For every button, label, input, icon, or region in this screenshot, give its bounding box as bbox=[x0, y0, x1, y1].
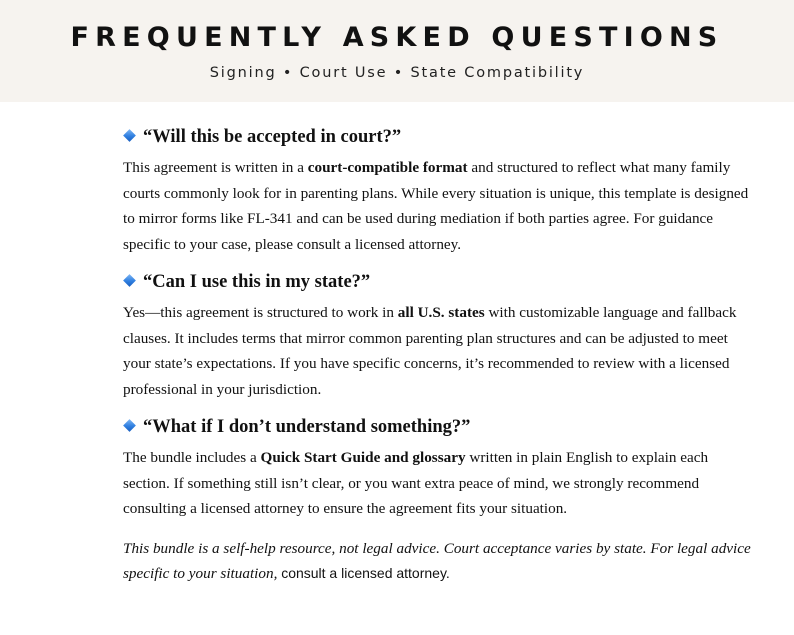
faq-question-text: “What if I don’t understand something?” bbox=[143, 417, 471, 437]
blue-diamond-icon bbox=[123, 129, 136, 142]
answer-emphasis: Quick Start Guide and glossary bbox=[260, 449, 466, 466]
answer-emphasis: all U.S. states bbox=[397, 304, 485, 321]
faq-question bbox=[123, 414, 754, 440]
faq-item-understand bbox=[123, 414, 754, 522]
disclaimer-text: This bundle is a self-help resource, not legal advice. Court acceptance varies by state. For legal advice specific to your situation, bbox=[123, 539, 751, 582]
disclaimer-tail: consult a licensed attorney. bbox=[281, 565, 450, 581]
answer-text: with customizable language and fallback clauses. It includes terms that mirror common parenting plan structures and can be adjusted to meet your state’s expectations. If you have specific concerns, it’s recommended to review with a licensed professional in your jurisdiction. bbox=[123, 304, 737, 398]
faq-item-court bbox=[123, 124, 754, 257]
answer-text: written in plain English to explain each section. If something still isn’t clear, or you want extra peace of mind, we strongly recommend consulting a licensed attorney to ensure the agreement fits your situation. bbox=[123, 449, 709, 517]
blue-diamond-icon bbox=[123, 274, 136, 287]
faq-answer bbox=[123, 445, 754, 522]
faq-answer bbox=[123, 155, 754, 257]
page-header bbox=[0, 0, 794, 102]
faq-list bbox=[0, 102, 794, 587]
answer-emphasis: court-compatible format bbox=[307, 159, 468, 176]
faq-question-text: “Can I use this in my state?” bbox=[143, 272, 371, 292]
page-subtitle: Signing • Court Use • State Compatibility bbox=[209, 65, 585, 81]
answer-text: Yes—this agreement is structured to work in bbox=[123, 304, 398, 321]
legal-disclaimer bbox=[123, 536, 754, 587]
faq-question bbox=[123, 269, 754, 295]
answer-text: and structured to reflect what many family courts commonly look for in parenting plans. While every situation is unique, this template is designed to mirror forms like FL-341 and can be used during mediation if both parties agree. For guidance specific to your case, please consult a licensed attorney. bbox=[123, 159, 749, 253]
answer-text: This agreement is written in a bbox=[123, 159, 308, 176]
faq-question-text: “Will this be accepted in court?” bbox=[143, 127, 402, 147]
page-title: FREQUENTLY ASKED QUESTIONS bbox=[70, 22, 724, 53]
answer-text: The bundle includes a bbox=[123, 449, 261, 466]
blue-diamond-icon bbox=[123, 419, 136, 432]
faq-answer bbox=[123, 300, 754, 402]
faq-question bbox=[123, 124, 754, 150]
faq-item-state bbox=[123, 269, 754, 402]
